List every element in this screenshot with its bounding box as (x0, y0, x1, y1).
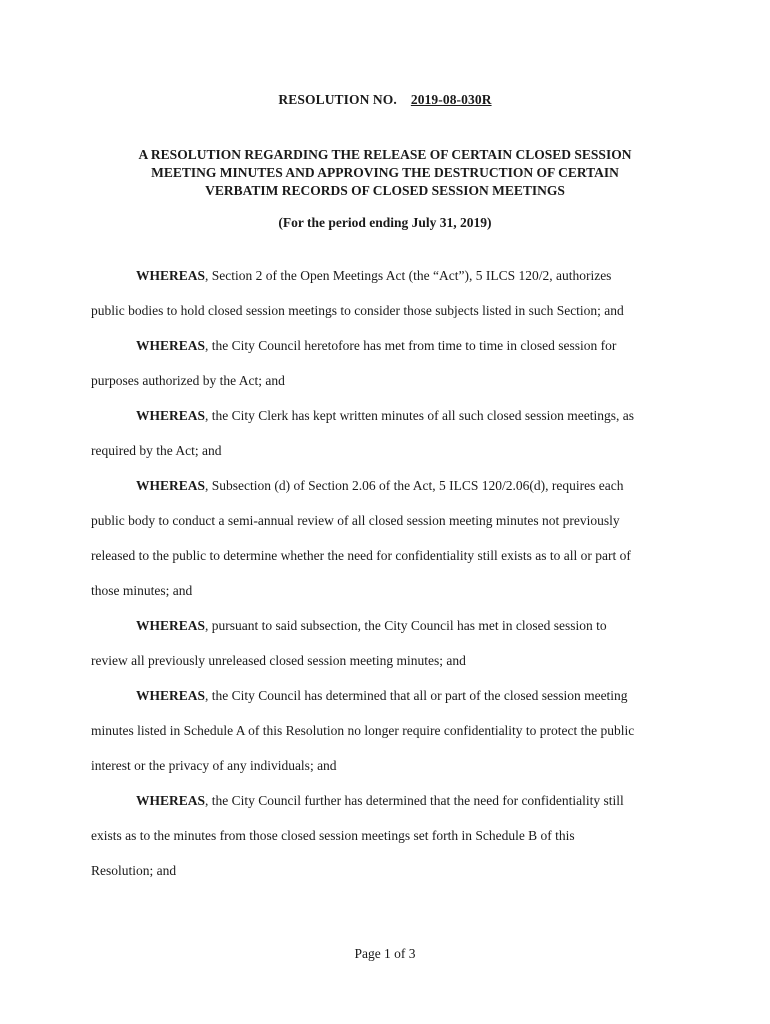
whereas-keyword: WHEREAS (136, 793, 206, 808)
body-line: required by the Act; and (91, 443, 222, 458)
body-line: interest or the privacy of any individuals; and (91, 758, 337, 773)
page-number: Page 1 of 3 (354, 946, 416, 961)
resolution-heading (90, 146, 680, 200)
whereas-keyword: WHEREAS (136, 268, 206, 283)
body-line: WHEREAS, the City Council has determined that all or part of the closed session meeting (136, 688, 628, 703)
resolution-label: RESOLUTION NO. (278, 92, 397, 107)
body-line: purposes authorized by the Act; and (91, 373, 285, 388)
body-line: public bodies to hold closed session meetings to consider those subjects listed in such Section; and (91, 303, 624, 318)
body-line: public body to conduct a semi-annual review of all closed session meeting minutes not previously (91, 513, 620, 528)
heading-line: A RESOLUTION REGARDING THE RELEASE OF CERTAIN CLOSED SESSION (138, 147, 632, 162)
body-line: WHEREAS, the City Clerk has kept written minutes of all such closed session meetings, as (136, 408, 634, 423)
body-line: WHEREAS, Subsection (d) of Section 2.06 of the Act, 5 ILCS 120/2.06(d), requires each (136, 478, 624, 493)
resolution-number: 2019-08-030R (410, 92, 492, 107)
whereas-keyword: WHEREAS (136, 408, 206, 423)
period-note: (For the period ending July 31, 2019) (278, 215, 492, 230)
body-line: exists as to the minutes from those closed session meetings set forth in Schedule B of this (91, 828, 575, 843)
resolution-title (0, 92, 770, 108)
body-line: released to the public to determine whether the need for confidentiality still exists as to all or part of (91, 548, 631, 563)
body-line: WHEREAS, Section 2 of the Open Meetings Act (the “Act”), 5 ILCS 120/2, authorizes (136, 268, 612, 283)
body-line: WHEREAS, the City Council heretofore has met from time to time in closed session for (136, 338, 617, 353)
whereas-keyword: WHEREAS (136, 618, 206, 633)
body-line: WHEREAS, pursuant to said subsection, the City Council has met in closed session to (136, 618, 607, 633)
body-line: minutes listed in Schedule A of this Resolution no longer require confidentiality to protect the public (91, 723, 635, 738)
body-line: Resolution; and (91, 863, 177, 878)
heading-line: MEETING MINUTES AND APPROVING THE DESTRUCTION OF CERTAIN (151, 165, 619, 180)
body-line: WHEREAS, the City Council further has determined that the need for confidentiality still (136, 793, 624, 808)
whereas-keyword: WHEREAS (136, 338, 206, 353)
whereas-keyword: WHEREAS (136, 688, 206, 703)
whereas-keyword: WHEREAS (136, 478, 206, 493)
body-line: review all previously unreleased closed session meeting minutes; and (91, 653, 466, 668)
heading-line: VERBATIM RECORDS OF CLOSED SESSION MEETINGS (205, 183, 565, 198)
body-line: those minutes; and (91, 583, 193, 598)
